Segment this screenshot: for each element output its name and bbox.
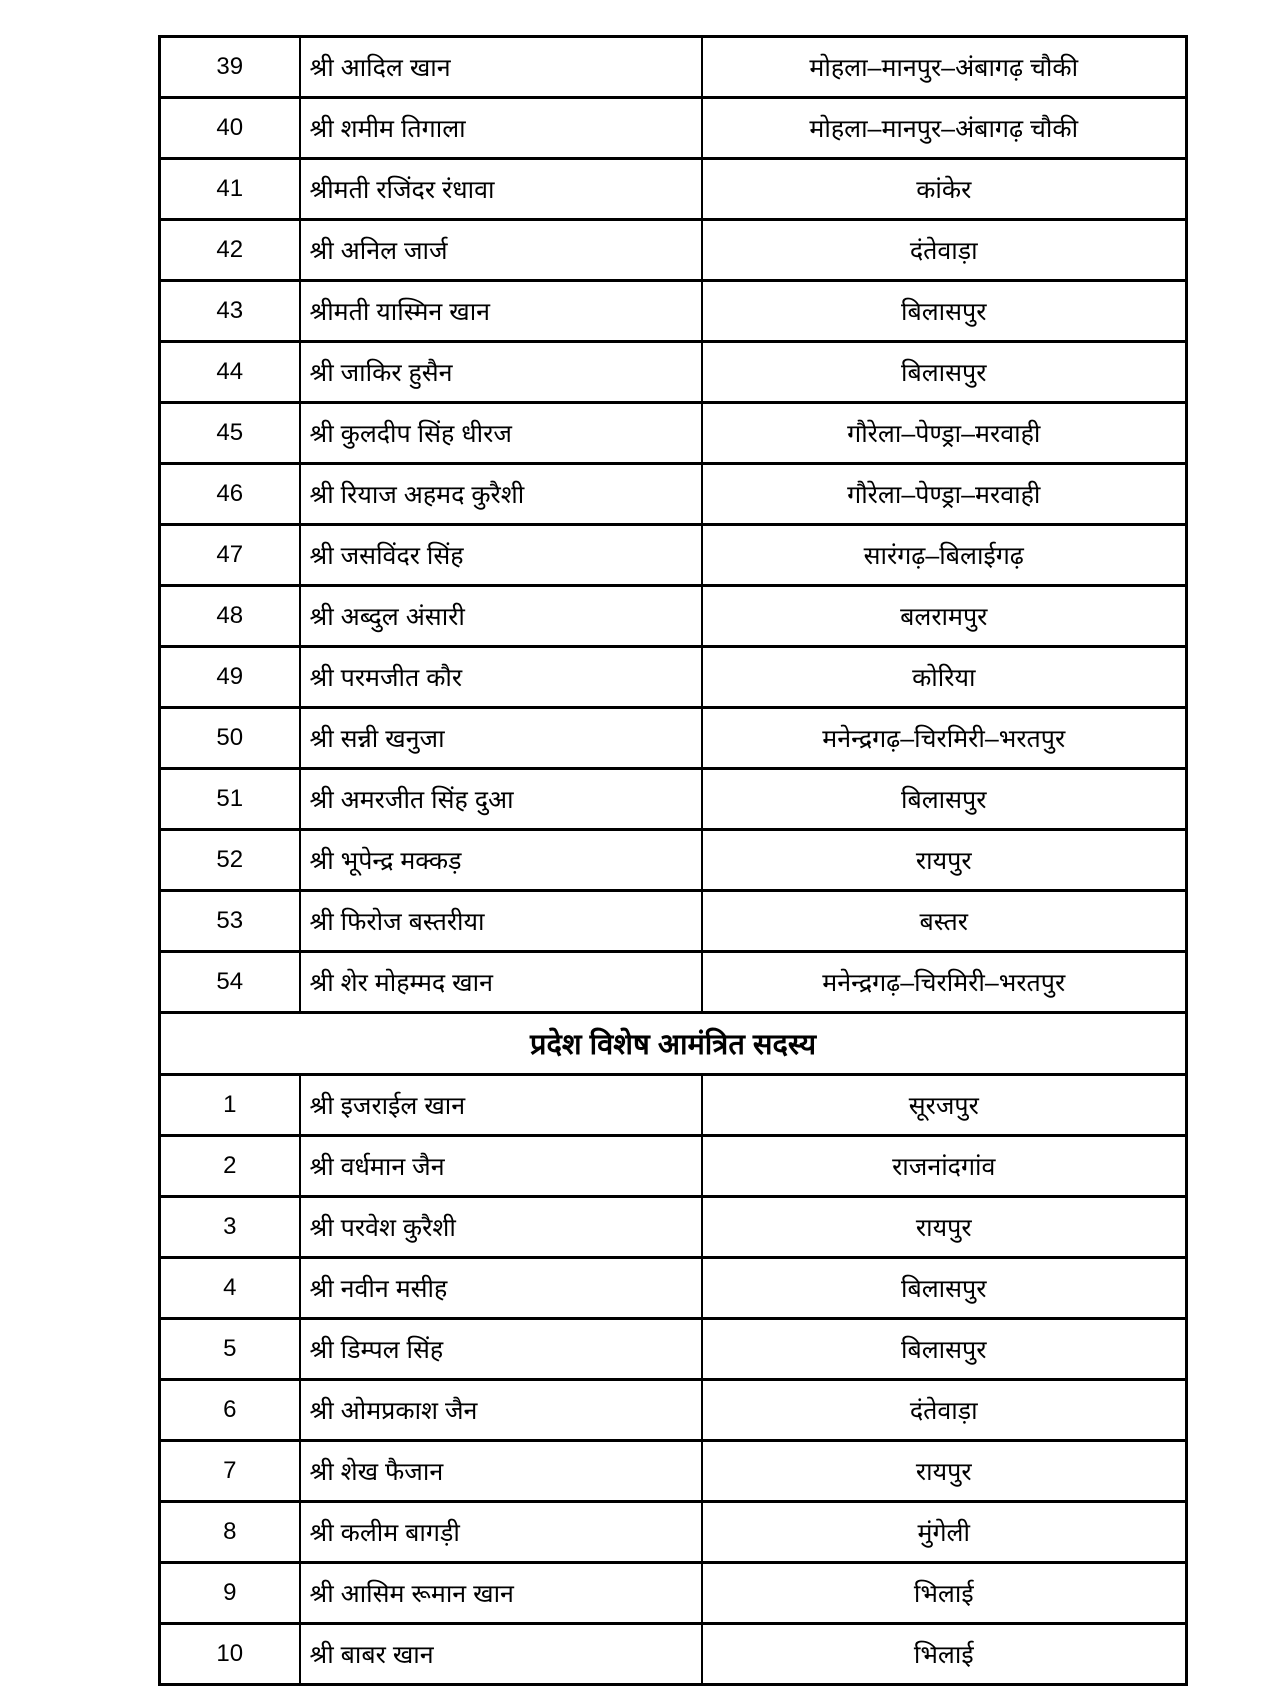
serial-number-cell: 44 [160, 342, 300, 403]
serial-number-cell: 6 [160, 1380, 300, 1441]
section-header-title: प्रदेश विशेष आमंत्रित सदस्य [160, 1013, 1187, 1075]
serial-number-cell: 9 [160, 1563, 300, 1624]
member-name-cell: श्री जसविंदर सिंह [300, 525, 702, 586]
member-name-cell: श्री ओमप्रकाश जैन [300, 1380, 702, 1441]
district-cell: रायपुर [702, 1441, 1187, 1502]
district-cell: राजनांदगांव [702, 1136, 1187, 1197]
serial-number-cell: 46 [160, 464, 300, 525]
serial-number-cell: 50 [160, 708, 300, 769]
member-name-cell: श्री अब्दुल अंसारी [300, 586, 702, 647]
member-name-cell: श्री शेख फैजान [300, 1441, 702, 1502]
district-cell: बिलासपुर [702, 1319, 1187, 1380]
state-members-section [160, 37, 1187, 1013]
member-name-cell: श्री फिरोज बस्तरीया [300, 891, 702, 952]
serial-number-cell: 8 [160, 1502, 300, 1563]
district-cell: बलरामपुर [702, 586, 1187, 647]
district-cell: सारंगढ़–बिलाईगढ़ [702, 525, 1187, 586]
district-cell: गौरेला–पेण्ड्रा–मरवाही [702, 464, 1187, 525]
table-row [160, 1319, 1187, 1380]
serial-number-cell: 2 [160, 1136, 300, 1197]
section-header-row [160, 1013, 1187, 1075]
district-cell: मोहला–मानपुर–अंबागढ़ चौकी [702, 98, 1187, 159]
serial-number-cell: 42 [160, 220, 300, 281]
member-name-cell: श्री जाकिर हुसैन [300, 342, 702, 403]
table-row [160, 281, 1187, 342]
table-row [160, 769, 1187, 830]
serial-number-cell: 47 [160, 525, 300, 586]
table-row [160, 403, 1187, 464]
serial-number-cell: 7 [160, 1441, 300, 1502]
table-row [160, 1380, 1187, 1441]
serial-number-cell: 10 [160, 1624, 300, 1685]
district-cell: गौरेला–पेण्ड्रा–मरवाही [702, 403, 1187, 464]
section-header [160, 1013, 1187, 1075]
district-cell: भिलाई [702, 1563, 1187, 1624]
serial-number-cell: 53 [160, 891, 300, 952]
district-cell: दंतेवाड़ा [702, 1380, 1187, 1441]
member-name-cell: श्री रियाज अहमद कुरैशी [300, 464, 702, 525]
member-name-cell: श्री नवीन मसीह [300, 1258, 702, 1319]
district-cell: बिलासपुर [702, 1258, 1187, 1319]
district-cell: भिलाई [702, 1624, 1187, 1685]
district-cell: बिलासपुर [702, 281, 1187, 342]
district-cell: मुंगेली [702, 1502, 1187, 1563]
table-row [160, 830, 1187, 891]
district-cell: मनेन्द्रगढ़–चिरमिरी–भरतपुर [702, 708, 1187, 769]
table-row [160, 952, 1187, 1013]
serial-number-cell: 49 [160, 647, 300, 708]
member-name-cell: श्री आदिल खान [300, 37, 702, 98]
serial-number-cell: 51 [160, 769, 300, 830]
serial-number-cell: 5 [160, 1319, 300, 1380]
district-cell: रायपुर [702, 1197, 1187, 1258]
member-name-cell: श्री परमजीत कौर [300, 647, 702, 708]
member-name-cell: श्री कलीम बागड़ी [300, 1502, 702, 1563]
serial-number-cell: 39 [160, 37, 300, 98]
member-name-cell: श्री भूपेन्द्र मक्कड़ [300, 830, 702, 891]
table-row [160, 37, 1187, 98]
table-row [160, 1502, 1187, 1563]
serial-number-cell: 52 [160, 830, 300, 891]
serial-number-cell: 4 [160, 1258, 300, 1319]
member-name-cell: श्री वर्धमान जैन [300, 1136, 702, 1197]
member-name-cell: श्री अनिल जार्ज [300, 220, 702, 281]
district-cell: बस्तर [702, 891, 1187, 952]
district-cell: बिलासपुर [702, 769, 1187, 830]
table-row [160, 647, 1187, 708]
district-cell: दंतेवाड़ा [702, 220, 1187, 281]
special-invited-members-section [160, 1075, 1187, 1685]
table-row [160, 98, 1187, 159]
member-name-cell: श्री सन्नी खनुजा [300, 708, 702, 769]
member-name-cell: श्री अमरजीत सिंह दुआ [300, 769, 702, 830]
district-cell: सूरजपुर [702, 1075, 1187, 1136]
member-name-cell: श्रीमती यास्मिन खान [300, 281, 702, 342]
members-table [158, 35, 1188, 1686]
table-row [160, 220, 1187, 281]
serial-number-cell: 43 [160, 281, 300, 342]
table-row [160, 342, 1187, 403]
table-row [160, 1563, 1187, 1624]
serial-number-cell: 45 [160, 403, 300, 464]
table-row [160, 464, 1187, 525]
serial-number-cell: 48 [160, 586, 300, 647]
serial-number-cell: 40 [160, 98, 300, 159]
table-row [160, 1136, 1187, 1197]
table-row [160, 891, 1187, 952]
serial-number-cell: 41 [160, 159, 300, 220]
table-row [160, 1075, 1187, 1136]
district-cell: कोरिया [702, 647, 1187, 708]
serial-number-cell: 1 [160, 1075, 300, 1136]
member-name-cell: श्री आसिम रूमान खान [300, 1563, 702, 1624]
member-name-cell: श्री परवेश कुरैशी [300, 1197, 702, 1258]
member-name-cell: श्रीमती रजिंदर रंधावा [300, 159, 702, 220]
serial-number-cell: 3 [160, 1197, 300, 1258]
district-cell: बिलासपुर [702, 342, 1187, 403]
table-row [160, 708, 1187, 769]
member-name-cell: श्री शमीम तिगाला [300, 98, 702, 159]
member-name-cell: श्री शेर मोहम्मद खान [300, 952, 702, 1013]
member-name-cell: श्री कुलदीप सिंह धीरज [300, 403, 702, 464]
table-row [160, 586, 1187, 647]
table-row [160, 159, 1187, 220]
member-name-cell: श्री डिम्पल सिंह [300, 1319, 702, 1380]
table-row [160, 1441, 1187, 1502]
table-row [160, 525, 1187, 586]
district-cell: रायपुर [702, 830, 1187, 891]
district-cell: कांकेर [702, 159, 1187, 220]
table-row [160, 1197, 1187, 1258]
district-cell: मोहला–मानपुर–अंबागढ़ चौकी [702, 37, 1187, 98]
table-row [160, 1258, 1187, 1319]
table-row [160, 1624, 1187, 1685]
member-name-cell: श्री इजराईल खान [300, 1075, 702, 1136]
district-cell: मनेन्द्रगढ़–चिरमिरी–भरतपुर [702, 952, 1187, 1013]
member-name-cell: श्री बाबर खान [300, 1624, 702, 1685]
serial-number-cell: 54 [160, 952, 300, 1013]
